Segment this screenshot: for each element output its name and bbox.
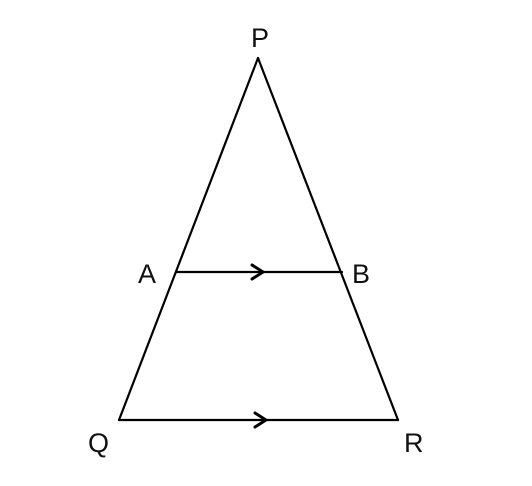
vertex-label-p: P xyxy=(251,23,270,53)
side-pq xyxy=(119,58,258,420)
side-pr xyxy=(258,58,398,420)
vertex-label-r: R xyxy=(404,428,424,458)
point-label-b: B xyxy=(352,259,371,289)
point-label-a: A xyxy=(138,259,157,289)
vertex-label-q: Q xyxy=(88,428,110,458)
